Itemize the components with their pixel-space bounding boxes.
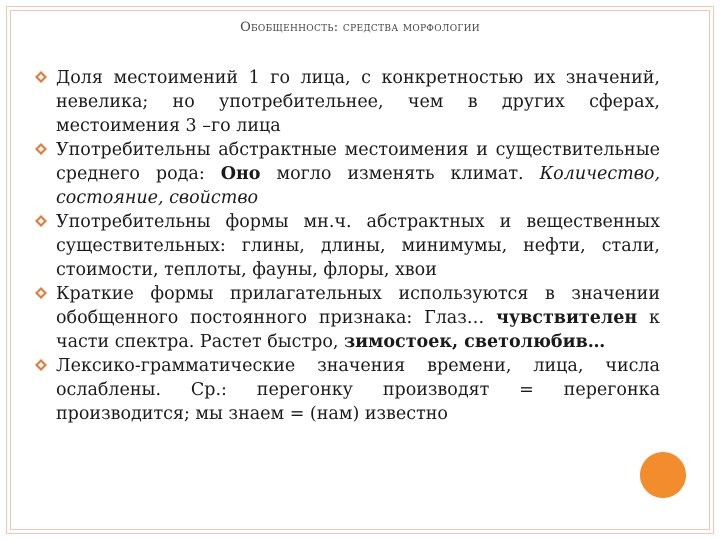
item-text: к части спектра. Растет быстро, [56,308,660,352]
list-item [34,282,660,354]
diamond-bullet-icon [34,142,48,156]
item-bold: светолюбив [464,332,588,352]
item-bold: … [587,332,606,352]
diamond-bullet-icon [34,286,48,300]
diamond-bullet-icon [34,358,48,372]
list-item [34,354,660,426]
item-bold: зимостоек [344,332,452,352]
list-item [34,210,660,282]
diamond-bullet-icon [34,214,48,228]
diamond-bullet-icon [34,70,48,84]
item-text: Доля местоимений 1 го лица, с конкретностью их значений, невелика; но употребительнее, чем в других сферах, местоимения 3 –го лица [56,68,660,136]
item-text: Краткие формы прилагательных используются в значении обобщенного постоянного признака: Глаз… [56,284,660,328]
bullet-list [34,66,660,426]
item-bold: чувствителен [496,308,638,328]
item-bold: , [451,332,465,352]
item-italic: Количество, состояние, свойство [56,164,661,208]
item-text: могло изменять климат. [260,164,540,184]
slide-title: Обобщенность: средства морфологии [240,20,480,35]
item-text: Употребительны формы мн.ч. абстрактных и вещественных существительных: глины, длины, минимумы, нефти, стали, стоимости, теплоты, фауны, флоры, хвои [56,212,660,280]
item-bold: Оно [220,164,261,184]
list-item [34,138,660,210]
list-item [34,66,660,138]
item-text: Употребительны абстрактные местоимения и существительные среднего рода: [56,140,660,184]
orange-circle-decoration [640,452,686,498]
item-text: Лексико-грамматические значения времени, лица, числа ослаблены. Ср.: перегонку производят = перегонка производится; мы знаем = (нам) известно [56,356,660,424]
